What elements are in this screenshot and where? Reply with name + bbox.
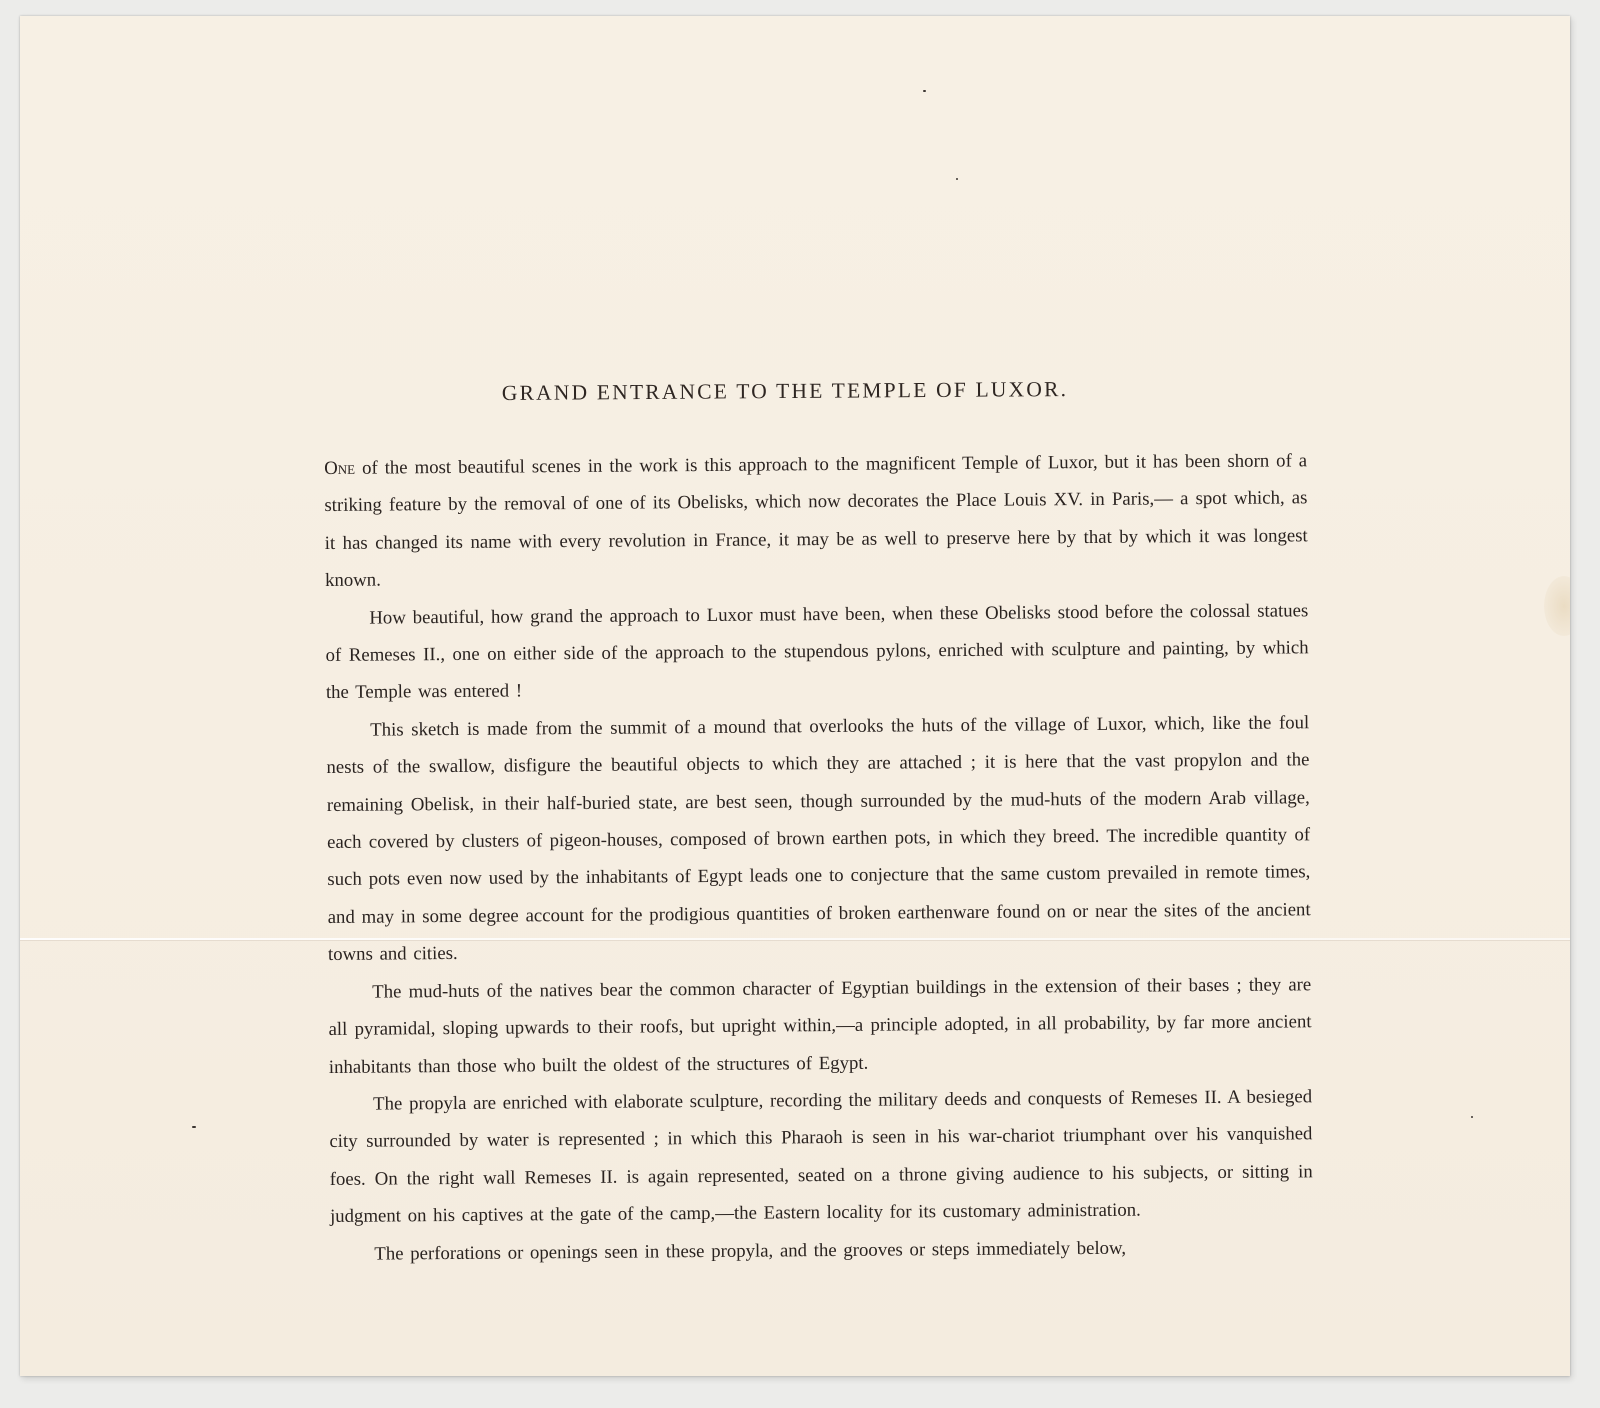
paper-speck bbox=[192, 1126, 196, 1128]
paper-speck bbox=[1471, 1116, 1473, 1118]
paragraph-2: How beautiful, how grand the approach to Luxor must have been, when these Obelisks stood before the colossal statues of Remeses II., one on either side of the approach to the stupendous pylons, enriched with sculpture and painting, by which the Temple was entered ! bbox=[325, 599, 1309, 704]
paper-speck bbox=[956, 178, 958, 180]
paper-speck bbox=[923, 90, 926, 92]
document-page bbox=[20, 16, 1570, 1376]
paragraph-text: of the most beautiful scenes in the work is this approach to the magnificent Temple of Luxor, but it has been shorn of a striking feature by the removal of one of its Obelisks, which now decorates the Place Louis XV. in Paris,— a spot which, as it has changed its name with every revolution in France, it may be as well to preserve here by that by which it was longest known. bbox=[324, 450, 1308, 592]
paragraph-lead-word: One bbox=[324, 457, 356, 479]
body-text bbox=[324, 442, 1313, 1273]
paragraph-5: The propyla are enriched with elaborate sculpture, recording the military deeds and conquests of Remeses II. A besieged city surrounded by water is represented ; in which this Pharaoh is seen in his war-chariot triumphant over his vanquished foes. On the right wall Remeses II. is again represented, seated on a throne giving audience to his subjects, or sitting in judgment on his captives at the gate of the camp,—the Eastern locality for its customary administration. bbox=[329, 1086, 1313, 1228]
paragraph-3: This sketch is made from the summit of a mound that overlooks the huts of the village of Luxor, which, like the foul nests of the swallow, disfigure the beautiful objects to which they are attached ; it is here that the vast propylon and the remaining Obelisk, in their half-buried state, are best seen, though surrounded by the mud-huts of the modern Arab village, each covered by clusters of pigeon-houses, composed of brown earthen pots, in which they breed. The incredible quantity of such pots even now used by the inhabitants of Egypt leads one to conjecture that the same custom prevailed in remote times, and may in some degree account for the prodigious quantities of broken earthenware found on or near the sites of the ancient towns and cities. bbox=[326, 712, 1311, 966]
page-title: GRAND ENTRANCE TO THE TEMPLE OF LUXOR. bbox=[501, 377, 1069, 405]
paragraph-1 bbox=[324, 442, 1308, 599]
paragraph-4: The mud-huts of the natives bear the common character of Egyptian buildings in the extension of their bases ; they are all pyramidal, sloping upwards to their roofs, but upright within,—a principle adopted, in all probability, by far more ancient inhabitants than those who built the oldest of the structures of Egypt. bbox=[328, 973, 1312, 1078]
paragraph-6: The perforations or openings seen in these propyla, and the grooves or steps immediately below, bbox=[374, 1237, 1127, 1265]
